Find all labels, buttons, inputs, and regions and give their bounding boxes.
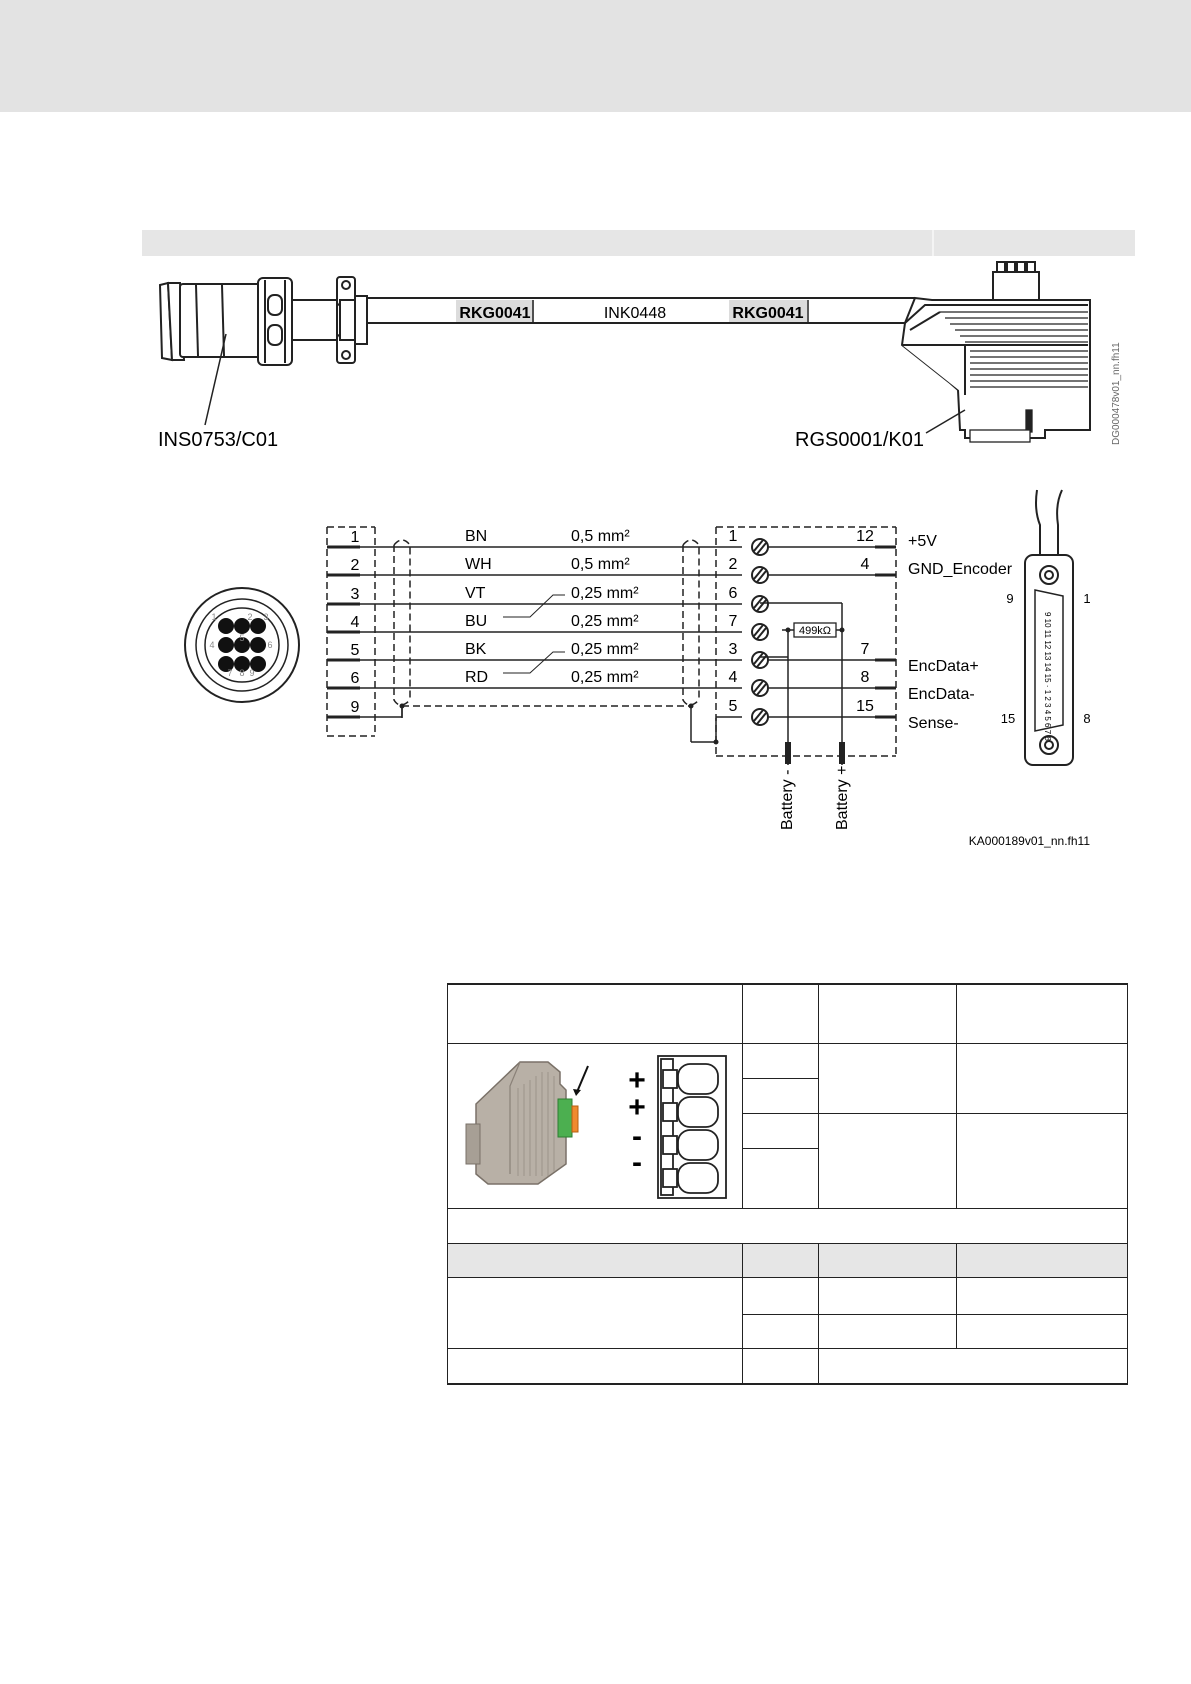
screw-terminal-icon [752,567,768,583]
signal-label: GND_Encoder [908,561,1013,578]
table-cell [743,1043,819,1078]
signal-label: +5V [908,533,937,550]
terminal-illustration-cell [448,1043,743,1208]
connector-pin-number: 8 [239,668,245,678]
battery-plus-label: Battery + [834,765,851,830]
terminal-number: 5 [728,698,738,715]
wire-color-label: BK [465,641,487,658]
table-header-cell [743,984,819,1043]
resistor-value: 499kΩ [798,625,832,637]
table-cell [819,1043,957,1113]
screw-terminal-icon [752,624,768,640]
table-cell [743,1148,819,1208]
wire-cross-section-label: 0,25 mm² [571,669,639,686]
table-cell [957,1277,1128,1314]
battery-plus-lead [839,742,845,764]
table-cell [957,1243,1128,1277]
connector-pin-number: 7 [227,668,233,678]
table-cell [957,1314,1128,1348]
twisted-pair-marker [503,652,565,673]
sub-d-pin-label: 12 [856,528,874,545]
table-header-cell [819,984,957,1043]
screw-terminal-icon [752,652,768,668]
terminal-symbol-1: + [628,1063,646,1097]
sub-d-face-pins: 9 10 11 12 13 14 15 · 1 2 3 4 5 6 7 8 [1043,612,1052,741]
encoder-housing-icon [466,1062,588,1184]
table-cell [448,1348,743,1384]
left-pin-label: 9 [350,699,360,716]
sleeve-label-left: RKG0041 [459,305,531,322]
table-section-row [448,1208,1128,1243]
table-row [448,1348,1128,1384]
table-cell [819,1348,1128,1384]
sub-d-corner-label-9: 9 [1006,591,1014,606]
table-cell [743,1314,819,1348]
left-pin-label: 3 [350,586,360,603]
sub-d-pin-label: 4 [860,556,870,573]
sub-d-pin-label: 8 [860,669,870,686]
table-cell [448,1243,743,1277]
wire-color-label: BN [465,528,488,545]
wire-color-label: RD [465,669,489,686]
twisted-pair-marker [503,595,565,617]
screw-terminal-icon [752,709,768,725]
terminal-number: 3 [728,641,738,658]
table-cell [743,1348,819,1384]
terminal-symbol-2: + [628,1090,646,1124]
table-cell [819,1314,957,1348]
signal-label: EncData- [908,686,975,703]
table-cell [743,1078,819,1113]
sub-d-corner-label-15: 15 [1000,711,1016,726]
terminal-symbol-4: - [632,1145,642,1179]
sleeve-label-right: RKG0041 [732,305,804,322]
screw-terminal-icon [752,539,768,555]
wire-cross-section-label: 0,5 mm² [571,528,630,545]
table-header-cell [957,984,1128,1043]
connector-pin [218,618,234,634]
screw-terminal-icon [752,680,768,696]
table-cell [448,1277,743,1348]
sub-d-corner-label-8: 8 [1083,711,1091,726]
signal-label: Sense- [908,715,959,732]
wiring-figure-id: KA000189v01_nn.fh11 [968,834,1090,848]
terminal-number: 2 [728,556,738,573]
left-connector-label: INS0753/C01 [158,429,279,451]
connector-pin-number: 3 [263,612,269,622]
signal-label: EncData+ [908,658,979,675]
terminal-number: 1 [728,528,738,545]
connector-pin-number: 1 [211,612,217,622]
terminal-illustration [448,1044,743,1209]
wire-cross-section-label: 0,25 mm² [571,641,639,658]
cable-type-label: INK0448 [603,305,667,322]
left-pin-label: 2 [350,557,360,574]
table-row [448,1277,1128,1314]
left-pin-label: 4 [350,614,360,631]
shield-drain-wire [360,706,402,717]
left-pin-label: 5 [350,642,360,659]
wire-cross-section-label: 0,5 mm² [571,556,630,573]
connector-pin-number: 5 [239,633,245,643]
connector-pin-number: 4 [209,640,215,650]
left-pin-label: 1 [350,529,360,546]
wire-cross-section-label: 0,25 mm² [571,613,639,630]
cable-figure-id: DG000478v01_nn.fh11 [1111,342,1122,445]
table-cell [957,1043,1128,1113]
sub-d-pin-label: 15 [856,698,874,715]
screw-terminal-icon [752,596,768,612]
table-cell [819,1277,957,1314]
table-header-row [448,984,1128,1043]
terminal-number: 4 [728,669,738,686]
left-pin-label: 6 [350,670,360,687]
connection-table [447,983,1128,1385]
terminal-number: 6 [728,585,738,602]
connector-pin-number: 2 [247,612,253,622]
wire-color-label: VT [465,585,486,602]
connector-pin-number: 6 [267,640,273,650]
table-cell [743,1277,819,1314]
terminal-block-icon [658,1056,726,1198]
table-header-cell [448,984,743,1043]
table-cell [819,1113,957,1208]
table-cell [819,1243,957,1277]
wire-color-label: BU [465,613,488,630]
right-connector-label: RGS0001/K01 [795,429,924,451]
terminal-symbol-3: - [632,1119,642,1153]
table-cell [957,1113,1128,1208]
sub-d-corner-label-1: 1 [1083,591,1091,606]
connector-pin-number: 9 [249,668,255,678]
table-row [448,1208,1128,1243]
sub-d-pin-label: 7 [860,641,870,658]
terminal-number: 7 [728,613,738,630]
connector-pin [250,637,266,653]
wire-cross-section-label: 0,25 mm² [571,585,639,602]
wire-color-label: WH [465,556,492,573]
table-cell [743,1243,819,1277]
table-row [448,1043,1128,1078]
cable-shield [394,540,699,706]
shield-drain [402,706,716,742]
connector-pin [218,637,234,653]
table-subheader-row [448,1243,1128,1277]
battery-minus-label: Battery - [779,769,796,830]
battery-minus-lead [785,742,791,764]
table-cell [743,1113,819,1148]
